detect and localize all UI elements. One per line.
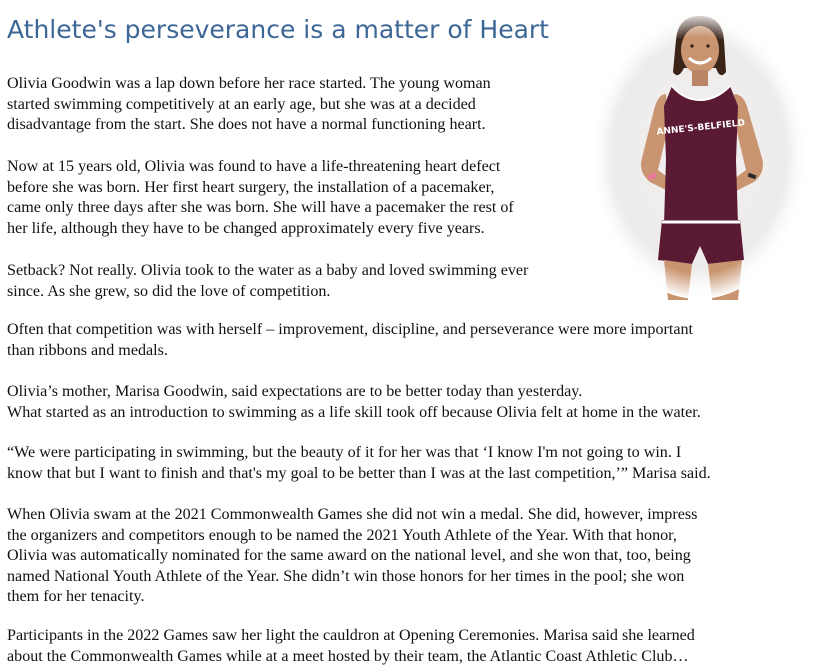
paragraph-line: Now at 15 years old, Olivia was found to have a life-threatening heart defect xyxy=(7,158,501,175)
article-paragraph xyxy=(7,157,514,239)
paragraph-line: “We were participating in swimming, but the beauty of it for her was that ‘I know I'm not going to win. I xyxy=(7,444,682,461)
article-paragraph xyxy=(7,74,491,136)
paragraph-line: started swimming competitively at an early age, but she was at a decided xyxy=(7,95,476,113)
paragraph-line: Olivia’s mother, Marisa Goodwin, said expectations are to be better today than yesterday. xyxy=(7,383,583,400)
paragraph-line: the organizers and competitors enough to be named the 2021 Youth Athlete of the Year. With that honor, xyxy=(7,526,677,544)
article-paragraph xyxy=(7,443,711,484)
paragraph-line: named National Youth Athlete of the Year. She didn’t win those honors for her times in the pool; she won xyxy=(7,567,685,585)
athlete-photo xyxy=(588,10,810,300)
paragraph-line: When Olivia swam at the 2021 Commonwealth Games she did not win a medal. She did, however, impress xyxy=(7,506,698,523)
paragraph-line: them for her tenacity. xyxy=(7,588,145,605)
paragraph-line: came only three days after she was born. She will have a pacemaker the rest of xyxy=(7,199,514,216)
paragraph-line: Participants in the 2022 Games saw her light the cauldron at Opening Ceremonies. Marisa said she learned xyxy=(7,627,695,644)
paragraph-line: Olivia Goodwin was a lap down before her race started. The young woman xyxy=(7,75,491,92)
paragraph-line: know that but I want to finish and that's my goal to be better than I was at the last competition,’” Marisa said. xyxy=(7,464,711,482)
paragraph-line: Often that competition was with herself – improvement, discipline, and perseverance were more important xyxy=(7,321,693,338)
paragraph-line: disadvantage from the start. She does not have a normal functioning heart. xyxy=(7,116,486,133)
article-paragraph xyxy=(7,505,697,608)
article-paragraph xyxy=(7,320,693,361)
paragraph-line: her life, although they have to be changed approximately every five years. xyxy=(7,219,485,237)
paragraph-line: about the Commonwealth Games while at a meet hosted by their team, the Atlantic Coast Athletic Club… xyxy=(7,647,689,665)
paragraph-line: Setback? Not really. Olivia took to the water as a baby and loved swimming ever xyxy=(7,262,529,279)
article-paragraph xyxy=(7,382,701,423)
paragraph-line: Olivia was automatically nominated for the same award on the national level, and she won that, too, being xyxy=(7,547,691,564)
article-paragraph xyxy=(7,261,528,302)
paragraph-line: What started as an introduction to swimming as a life skill took off because Olivia felt at home in the water. xyxy=(7,403,701,421)
paragraph-line: before she was born. Her first heart surgery, the installation of a pacemaker, xyxy=(7,178,495,196)
article-paragraph xyxy=(7,626,695,667)
paragraph-line: than ribbons and medals. xyxy=(7,341,168,359)
paragraph-line: since. As she grew, so did the love of competition. xyxy=(7,282,331,300)
article-title: Athlete's perseverance is a matter of Heart xyxy=(7,15,549,44)
